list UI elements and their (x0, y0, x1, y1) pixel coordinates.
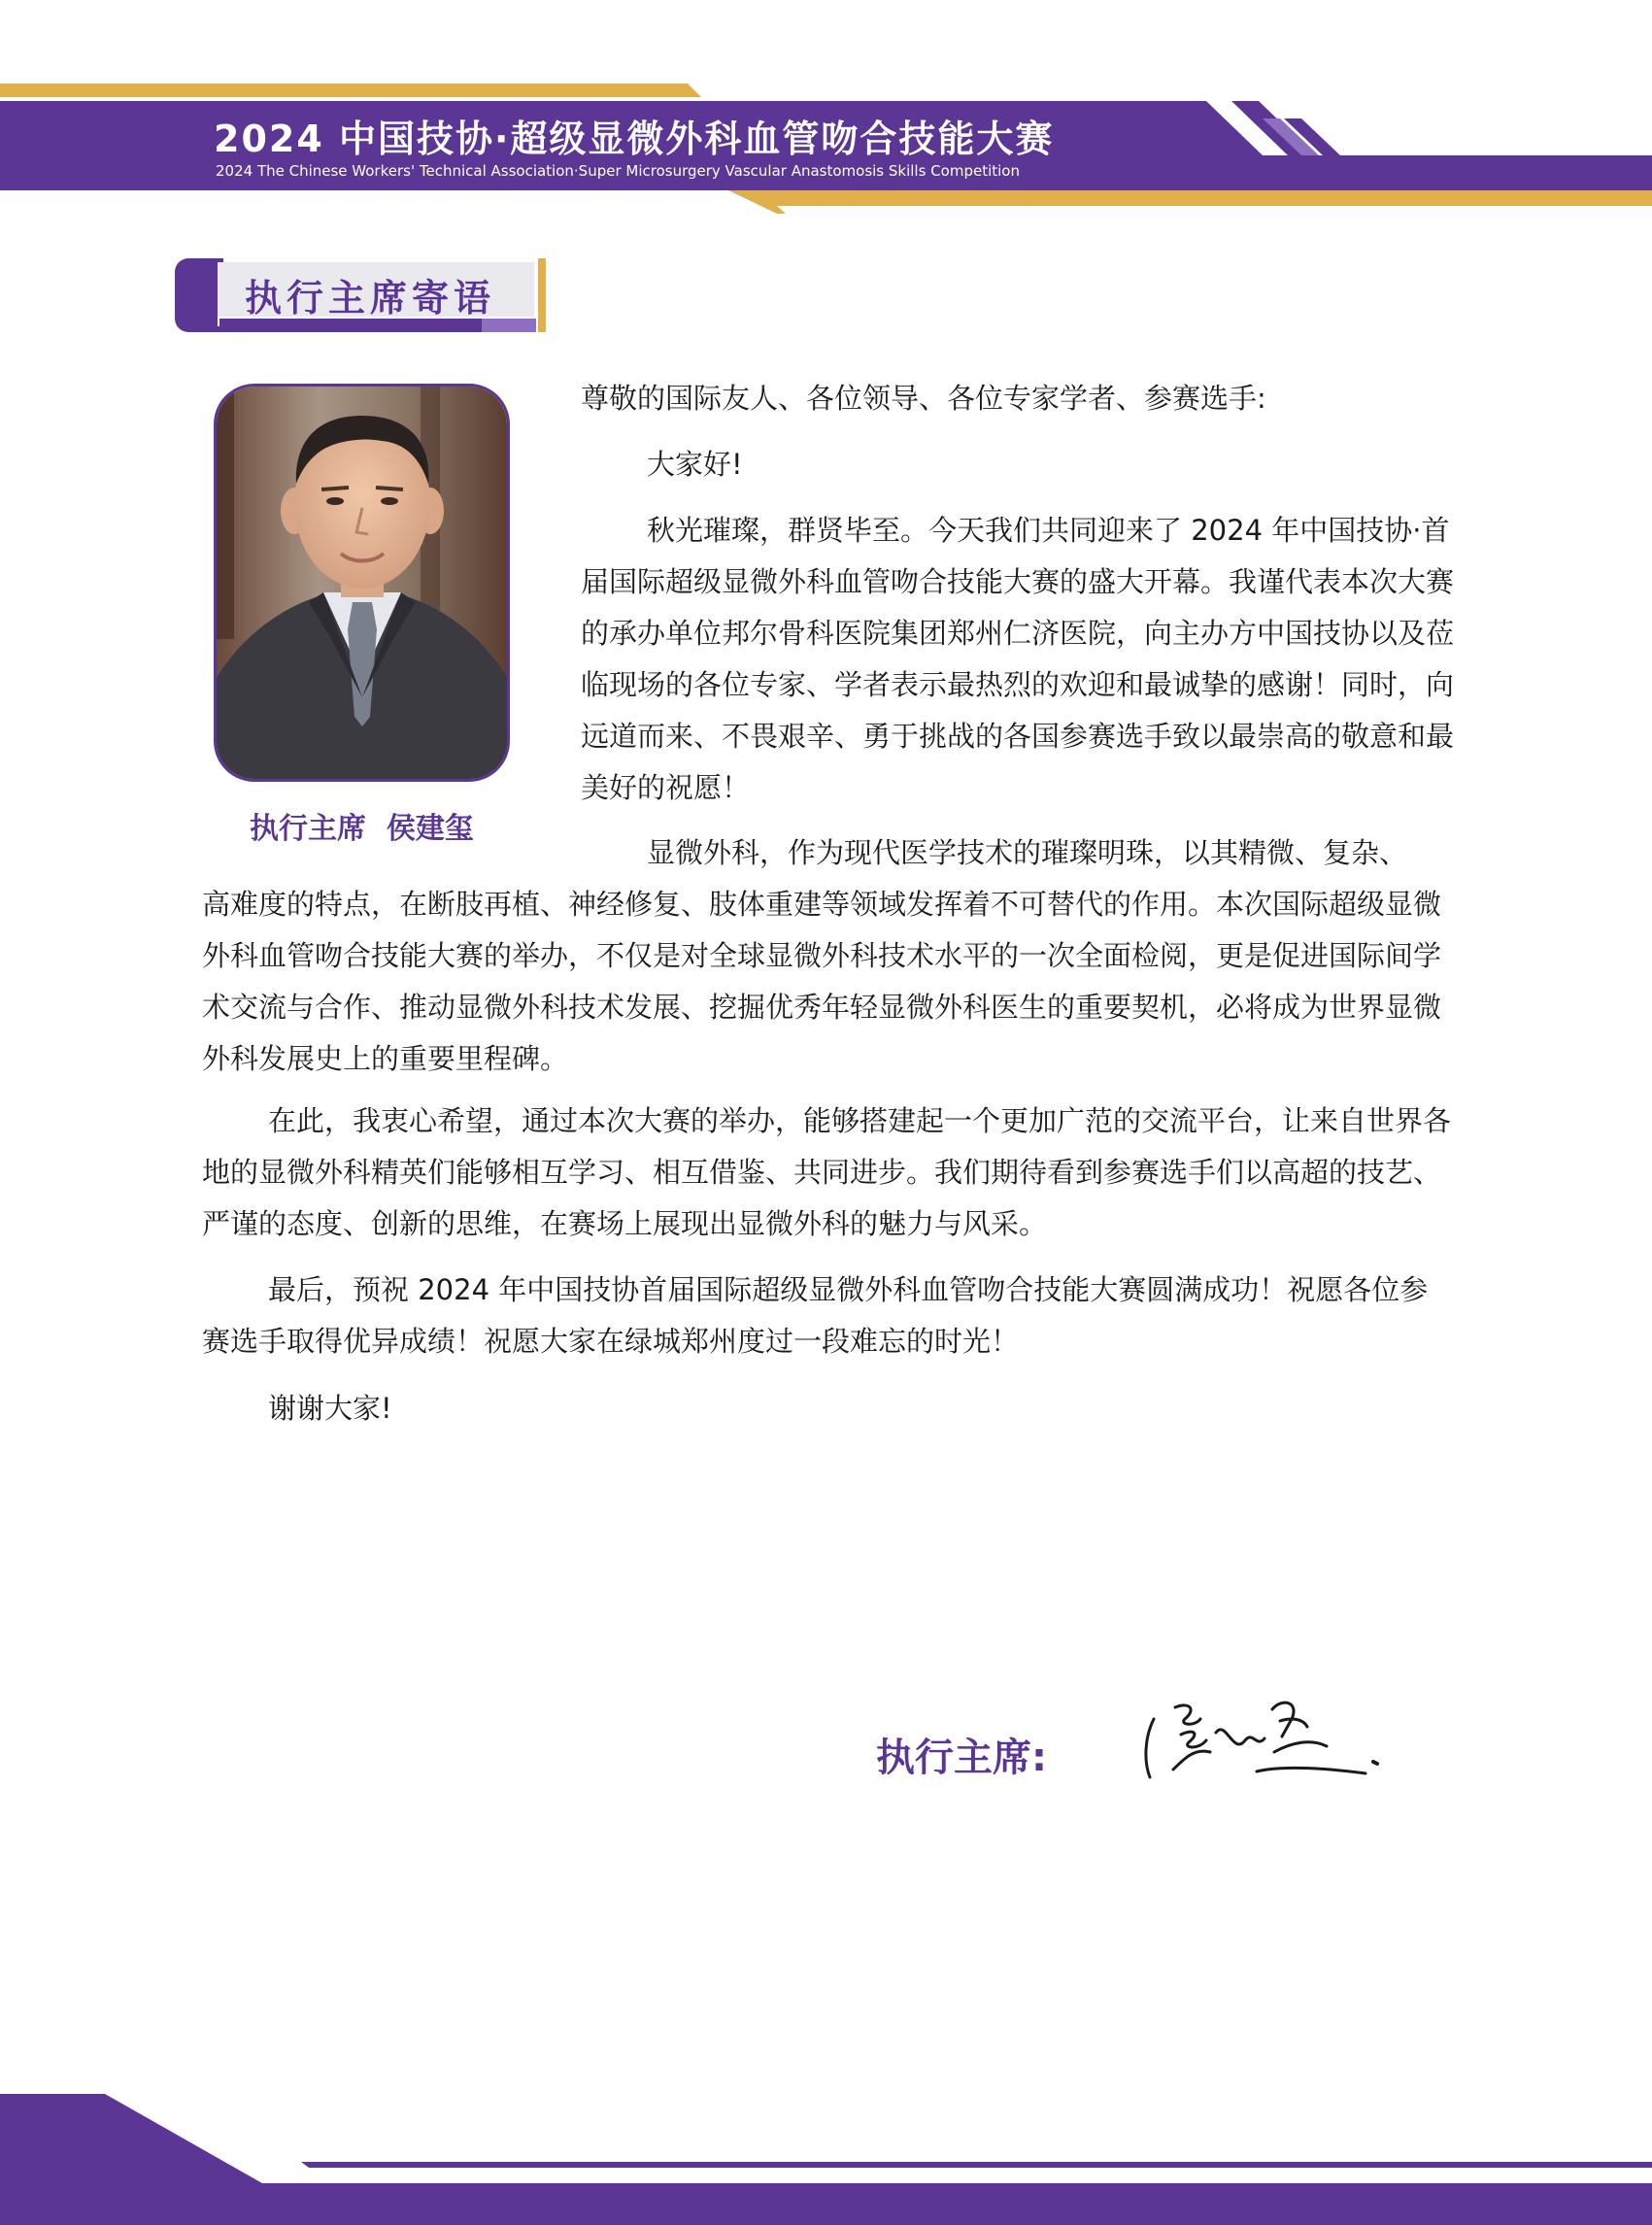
letter-paragraph-closing: 最后，预祝 2024 年中国技协首届国际超级显微外科血管吻合技能大赛圆满成功！祝愿各位参赛选手取得优异成绩！祝愿大家在绿城郑州度过一段难忘的时光！ (202, 1273, 1429, 1358)
portrait-caption: 执行主席 侯建玺 (250, 812, 474, 846)
letter-paragraph-microsurgery (202, 827, 1455, 1085)
footer-band (0, 2088, 1652, 2225)
footer-graphic (0, 2088, 1652, 2225)
letter-paragraph-opening: 秋光璀璨，群贤毕至。今天我们共同迎来了 2024 年中国技协·首届国际超级显微外科血管吻合技能大赛的盛大开幕。我谨代表本次大赛的承办单位邦尔骨科医院集团郑州仁济医院，向主办方中国技协以及莅临现场的各位专家、学者表示最热烈的欢迎和最诚挚的感谢！同时，向远道而来、不畏艰辛、勇于挑战的各国参赛选手致以最崇高的敬意和最美好的祝愿！ (581, 514, 1455, 804)
microsurgery-rest: 高难度的特点，在断肢再植、神经修复、肢体重建等领域发挥着不可替代的作用。本次国际超级显微外科血管吻合技能大赛的举办，不仅是对全球显微外科技术水平的一次全面检阅，更是促进国际间学术交流与合作、推动显微外科技术发展、挖掘优秀年轻显微外科医生的重要契机，必将成为世界显微外科发展史上的重要里程碑。 (202, 888, 1442, 1075)
letter-greeting: 尊敬的国际友人、各位领导、各位专家学者、参赛选手: (581, 382, 1266, 415)
handwritten-signature (1136, 1680, 1389, 1797)
competition-subtitle: 2024 The Chinese Workers' Technical Association·Super Microsurgery Vascular Anastomosis Skills Competition (216, 162, 1020, 180)
portrait-illustration (217, 387, 507, 779)
chairman-portrait (214, 384, 510, 782)
microsurgery-first-line: 显微外科，作为现代医学技术的璀璨明珠，以其精微、复杂、 (647, 836, 1408, 869)
competition-title: 2024 中国技协·超级显微外科血管吻合技能大赛 (214, 118, 1055, 160)
letter-paragraph-hope: 在此，我衷心希望，通过本次大赛的举办，能够搭建起一个更加广范的交流平台，让来自世界各地的显微外科精英们能够相互学习、相互借鉴、共同进步。我们期待看到参赛选手们以高超的技艺、严谨的态度、创新的思维，在赛场上展现出显微外科的魅力与风采。 (202, 1104, 1452, 1240)
letter-thanks: 谢谢大家! (268, 1392, 392, 1425)
letter-hello: 大家好! (647, 448, 743, 481)
header-banner (0, 0, 1652, 223)
signature-label: 执行主席: (876, 1736, 1047, 1780)
section-title: 执行主席寄语 (245, 277, 496, 320)
section-heading (175, 258, 550, 336)
